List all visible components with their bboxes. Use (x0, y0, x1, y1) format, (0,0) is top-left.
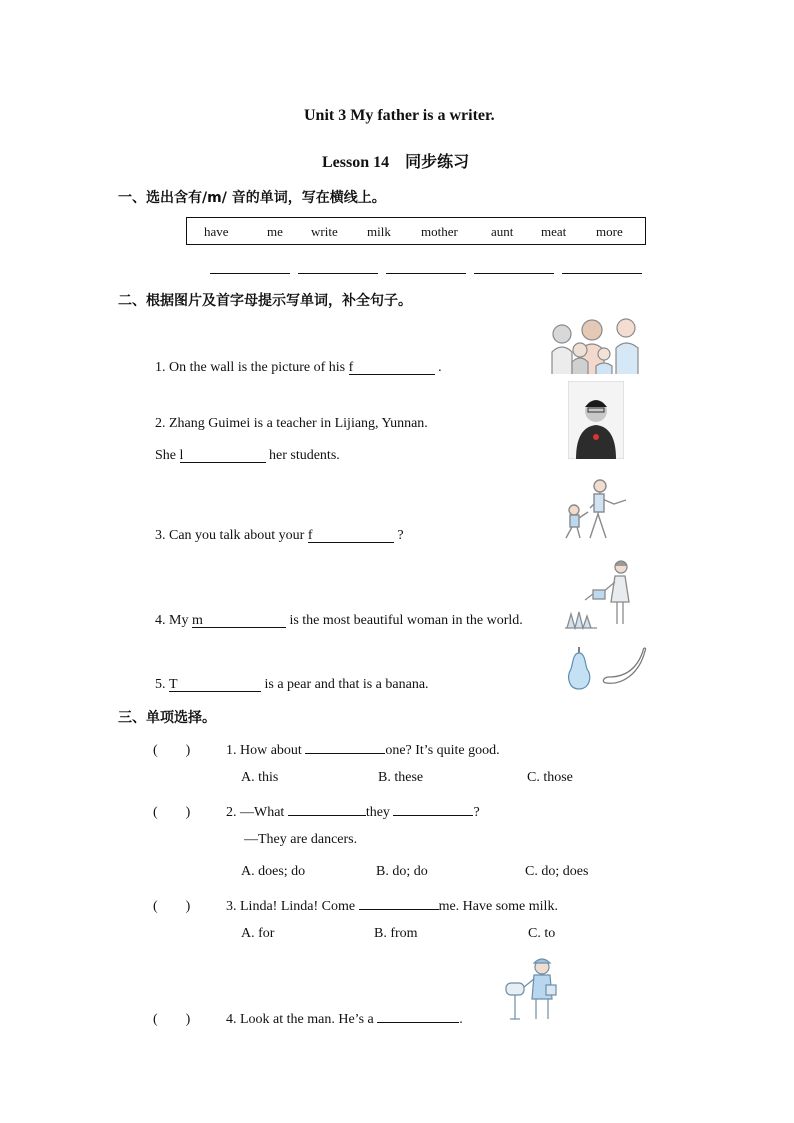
option-c[interactable]: C. to (528, 926, 556, 941)
word-item: more (596, 224, 623, 239)
answer-paren[interactable]: ( ) (153, 743, 191, 758)
answer-blank[interactable]: T (169, 677, 261, 692)
word-item: me (267, 224, 283, 239)
question-3-2-reply: —They are dancers. (244, 832, 358, 847)
option-a[interactable]: A. for (241, 926, 275, 941)
option-b[interactable]: B. do; do (376, 864, 428, 879)
mother-watering-picture (563, 558, 635, 630)
postman-picture (500, 955, 558, 1021)
option-a[interactable]: A. does; do (241, 864, 306, 879)
answer-blank[interactable]: f (349, 360, 435, 375)
answer-blank[interactable]: l (180, 448, 266, 463)
option-c[interactable]: C. do; does (525, 864, 589, 879)
answer-line[interactable] (298, 273, 378, 274)
answer-line[interactable] (562, 273, 642, 274)
answer-paren[interactable]: ( ) (153, 899, 191, 914)
word-item: write (311, 224, 338, 239)
answer-blank[interactable] (393, 801, 473, 816)
question-2-1: 1. On the wall is the picture of his f . (155, 360, 442, 375)
answer-line[interactable] (474, 273, 554, 274)
question-3-1: 1. How about one? It’s quite good. (226, 739, 500, 759)
family-picture (548, 316, 642, 376)
answer-paren[interactable]: ( ) (153, 1012, 191, 1027)
answer-blank[interactable] (288, 801, 366, 816)
question-2-2-line2: She l her students. (155, 448, 340, 463)
option-c[interactable]: C. those (527, 770, 573, 785)
question-3-2: 2. —What they ? (226, 801, 480, 821)
word-item: have (204, 224, 229, 239)
word-item: mother (421, 224, 458, 239)
answer-line[interactable] (210, 273, 290, 274)
question-3-3: 3. Linda! Linda! Come me. Have some milk. (226, 895, 558, 915)
lesson-subtitle: Lesson 14 同步练习 (322, 154, 470, 171)
teacher-photo (568, 381, 624, 459)
section3-heading: 三、单项选择。 (118, 710, 216, 726)
answer-blank[interactable] (377, 1008, 459, 1023)
option-a[interactable]: A. this (241, 770, 279, 785)
option-b[interactable]: B. from (374, 926, 418, 941)
word-box (186, 217, 646, 245)
word-item: milk (367, 224, 391, 239)
section2-heading: 二、根据图片及首字母提示写单词，补全句子。 (118, 293, 412, 309)
answer-blank[interactable]: m (192, 613, 286, 628)
page-title: Unit 3 My father is a writer. (304, 107, 495, 124)
answer-paren[interactable]: ( ) (153, 805, 191, 820)
question-2-5: 5. T is a pear and that is a banana. (155, 677, 429, 692)
question-2-3: 3. Can you talk about your f ? (155, 528, 404, 543)
answer-line[interactable] (386, 273, 466, 274)
word-item: aunt (491, 224, 514, 239)
question-2-2-line1: 2. Zhang Guimei is a teacher in Lijiang, Yunnan. (155, 416, 428, 431)
answer-blank[interactable] (305, 739, 385, 754)
question-3-4: 4. Look at the man. He’s a . (226, 1008, 463, 1028)
answer-blank[interactable]: f (308, 528, 394, 543)
father-son-picture (560, 478, 632, 540)
question-2-4: 4. My m is the most beautiful woman in the world. (155, 613, 523, 628)
section1-heading: 一、选出含有/m/ 音的单词，写在横线上。 (118, 190, 386, 206)
pear-banana-picture (565, 645, 649, 691)
answer-blank[interactable] (359, 895, 439, 910)
option-b[interactable]: B. these (378, 770, 424, 785)
word-item: meat (541, 224, 567, 239)
